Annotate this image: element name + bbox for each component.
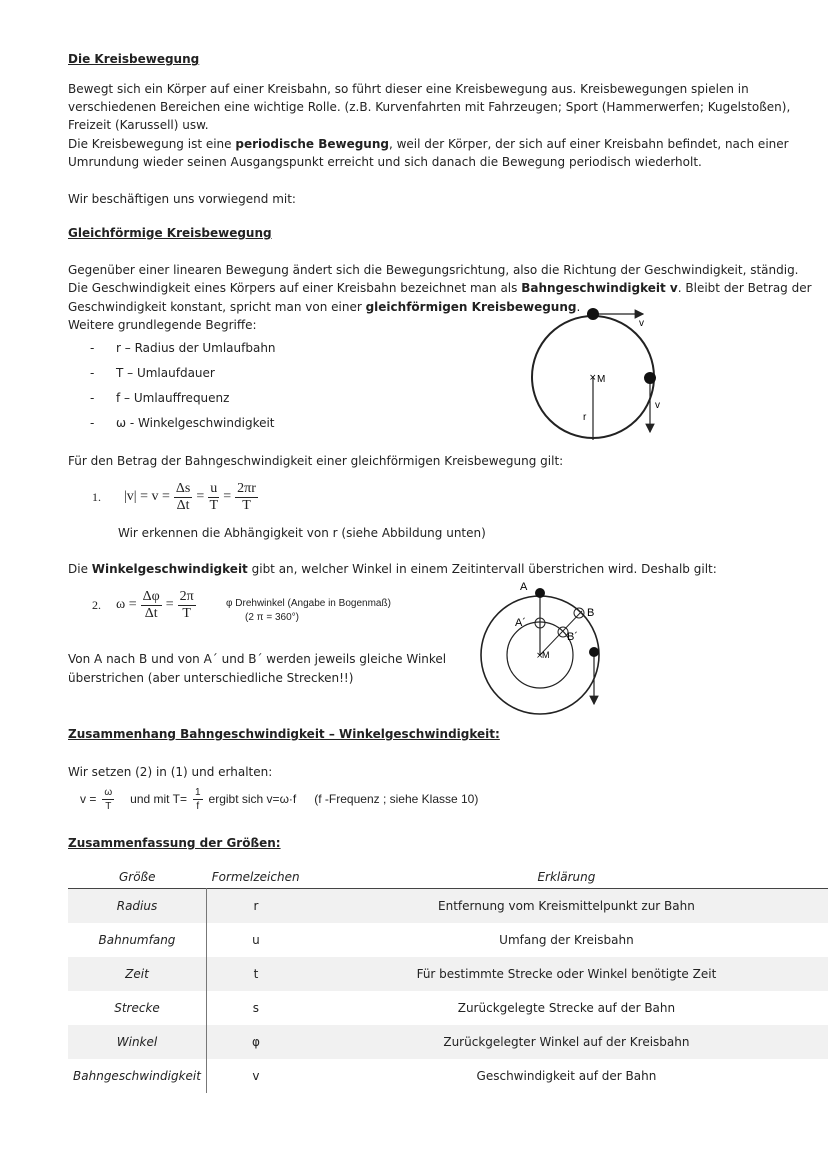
label-r: r [583, 412, 587, 423]
formula-1-lhs: |v| = v = [124, 489, 170, 504]
term-item-frequenz: - f – Umlauffrequenz [90, 391, 230, 405]
cell-groesse: Radius [68, 889, 206, 924]
s2-mid: und mit T= [130, 792, 187, 806]
frac-den: T [209, 497, 219, 513]
periodic-line-2: Umrundung wieder seinen Ausgangspunkt erreicht und sich danach die Bewegung periodisch wiederholt. [68, 155, 702, 169]
term-item-winkelgeschwindigkeit: - ω - Winkelgeschwindigkeit [90, 416, 275, 430]
frac-den: f [196, 800, 200, 812]
t-frac [193, 786, 203, 813]
s2-note: (f -Frequenz ; siehe Klasse 10) [314, 792, 479, 806]
cell-zeichen: φ [251, 1035, 260, 1049]
angle-diagram [478, 578, 618, 718]
cell-zeichen: u [252, 933, 260, 947]
table-row [68, 957, 828, 991]
focus-text: Wir beschäftigen uns vorwiegend mit: [68, 192, 296, 206]
cell-groesse: Zeit [68, 957, 206, 991]
formula-1-frac-1 [174, 481, 192, 514]
frac-den: T [105, 800, 112, 812]
s1-line-2 [68, 279, 812, 297]
intro-line-2: verschiedenen Bereichen eine wichtige Rolle. (z.B. Kurvenfahrten mit Fahrzeugen; Sport (Hammerwerfen; Kugelstoßen), [68, 100, 791, 114]
formula-1-frac-3 [235, 481, 258, 514]
cell-erklaerung: Entfernung vom Kreismittelpunkt zur Bahn [438, 899, 695, 913]
frac-num: 2πr [237, 480, 256, 496]
frac-num: Δs [175, 480, 191, 496]
section-heading-gleichfoermig: Gleichförmige Kreisbewegung [68, 226, 272, 240]
label-v-top: v [639, 318, 644, 329]
cell-groesse: Bahngeschwindigkeit [68, 1059, 206, 1093]
label-m: M [597, 374, 606, 385]
formula-intro: Für den Betrag der Bahngeschwindigkeit einer gleichförmigen Kreisbewegung gilt: [68, 454, 564, 468]
cell-zeichen: s [252, 1001, 260, 1015]
formula-1-number: 1. [92, 490, 101, 504]
v-eq: v = [80, 792, 97, 806]
formula-2: 2. ω = $\frac{\Delta\varphi}{\Delta t}$ = $\frac{2\pi}{T}$ [92, 588, 194, 621]
periodic-post: , weil der Körper, der sich auf einer Kreisbahn befindet, nach einer [388, 137, 789, 151]
frac-den: T [242, 497, 251, 513]
cell-groesse: Strecke [68, 991, 206, 1025]
summary-table [68, 866, 828, 1093]
intro-line-1: Bewegt sich ein Körper auf einer Kreisbahn, so führt dieser eine Kreisbewegung aus. Kreisbewegungen spielen in [68, 82, 749, 96]
dependency-note: Wir erkennen die Abhängigkeit von r (siehe Abbildung unten) [118, 526, 486, 540]
formula-2-frac-2 [178, 589, 196, 622]
term-label: ω - Winkelgeschwindigkeit [116, 416, 275, 430]
table-header-row [68, 866, 828, 889]
winkel-post: gibt an, welcher Winkel in einem Zeitintervall überstrichen wird. Deshalb gilt: [247, 562, 717, 576]
frac-den: Δt [144, 605, 158, 621]
s1-line-2-pre: Die Geschwindigkeit eines Körpers auf einer Kreisbahn bezeichnet man als [68, 281, 522, 295]
winkel-line [68, 560, 717, 578]
winkel-note-1: φ Drehwinkel (Angabe in Bogenmaß) [226, 598, 391, 609]
section-heading-zusammenfassung: Zusammenfassung der Größen: [68, 836, 281, 850]
term-item-umlaufdauer: - T – Umlaufdauer [90, 366, 215, 380]
table-row [68, 1025, 828, 1059]
cell-groesse: Bahnumfang [68, 923, 206, 957]
table-row [68, 991, 828, 1025]
circular-motion-diagram [525, 300, 675, 450]
header-erklaerung: Erklärung [537, 870, 596, 884]
periodic-line-1 [68, 135, 789, 153]
winkel-pre: Die [68, 562, 92, 576]
term-label: f – Umlauffrequenz [116, 391, 230, 405]
frac-num: 2π [179, 588, 194, 604]
formula-1: 1. |v| = v = $\frac{\Delta s}{\Delta t}$ = $\frac{u}{T}$ = $\frac{2\pi r}{T}$ [92, 480, 256, 513]
s1-line-2-bold: Bahngeschwindigkeit v [521, 281, 678, 295]
cell-erklaerung: Für bestimmte Strecke oder Winkel benötigte Zeit [416, 967, 717, 981]
v-frac [102, 786, 114, 813]
s2-line-1: Wir setzen (2) in (1) und erhalten: [68, 765, 273, 779]
s1-line-3-post: . [576, 300, 581, 314]
formula-2-frac-1 [141, 589, 162, 622]
s2-formula [80, 781, 478, 817]
frac-num: u [210, 480, 218, 496]
cell-groesse: Winkel [68, 1025, 206, 1059]
cell-zeichen: r [253, 899, 259, 913]
header-formelzeichen: Formelzeichen [211, 870, 300, 884]
winkel-same-1: Von A nach B und von A´ und B´ werden jeweils gleiche Winkel [68, 652, 447, 666]
table-row [68, 1059, 828, 1093]
frac-num: 1 [194, 786, 201, 798]
cell-erklaerung: Geschwindigkeit auf der Bahn [476, 1069, 657, 1083]
winkel-bold: Winkelgeschwindigkeit [91, 562, 248, 576]
table-row [68, 923, 828, 957]
intro-line-3: Freizeit (Karussell) usw. [68, 118, 209, 132]
s1-line-3 [68, 298, 580, 316]
frac-den: T [182, 605, 191, 621]
term-label: r – Radius der Umlaufbahn [116, 341, 276, 355]
label-a: A [520, 581, 528, 593]
page-title: Die Kreisbewegung [68, 52, 200, 66]
label-m: M [542, 650, 550, 660]
table-row [68, 889, 828, 924]
winkel-same-2: überstrichen (aber unterschiedliche Strecken!!) [68, 671, 354, 685]
center-mark: × [536, 651, 544, 661]
point-a [535, 588, 545, 598]
formula-1-frac-2 [208, 481, 219, 514]
label-b2: B´ [567, 631, 578, 643]
formula-2-number: 2. [92, 598, 101, 612]
header-groesse: Größe [118, 870, 156, 884]
cell-zeichen: v [252, 1069, 260, 1083]
term-item-radius: - r – Radius der Umlaufbahn [90, 341, 276, 355]
frac-num: Δφ [142, 588, 160, 604]
cell-zeichen: t [253, 967, 259, 981]
frac-num: ω [104, 786, 113, 798]
frac-den: Δt [176, 497, 190, 513]
cell-erklaerung: Zurückgelegter Winkel auf der Kreisbahn [443, 1035, 690, 1049]
body-dot-right [644, 372, 656, 384]
point-right [589, 647, 599, 657]
cell-erklaerung: Zurückgelegte Strecke auf der Bahn [457, 1001, 676, 1015]
s1-line-3-bold: gleichförmigen Kreisbewegung [365, 300, 577, 314]
section-heading-zusammenhang: Zusammenhang Bahngeschwindigkeit – Winkelgeschwindigkeit: [68, 727, 500, 741]
term-label: T – Umlaufdauer [116, 366, 215, 380]
s2-post: ergibt sich v=ω·f [208, 792, 297, 806]
label-a2: A´ [515, 617, 526, 629]
s1-line-3-pre: Geschwindigkeit konstant, spricht man von einer [68, 300, 366, 314]
formula-2-lhs: ω = [116, 597, 137, 612]
label-v-right: v [655, 400, 660, 411]
body-dot-top [587, 308, 599, 320]
periodic-pre: Die Kreisbewegung ist eine [68, 137, 236, 151]
winkel-note-2: (2 π = 360°) [245, 612, 299, 623]
label-b: B [587, 607, 595, 619]
s1-line-1: Gegenüber einer linearen Bewegung ändert sich die Bewegungsrichtung, also die Richtung der Geschwindigkeit, ständig. [68, 263, 799, 277]
s1-line-2-post: . Bleibt der Betrag der [677, 281, 812, 295]
periodic-bold: periodische Bewegung [235, 137, 389, 151]
center-mark: × [589, 373, 597, 383]
cell-erklaerung: Umfang der Kreisbahn [499, 933, 634, 947]
terms-intro: Weitere grundlegende Begriffe: [68, 318, 257, 332]
